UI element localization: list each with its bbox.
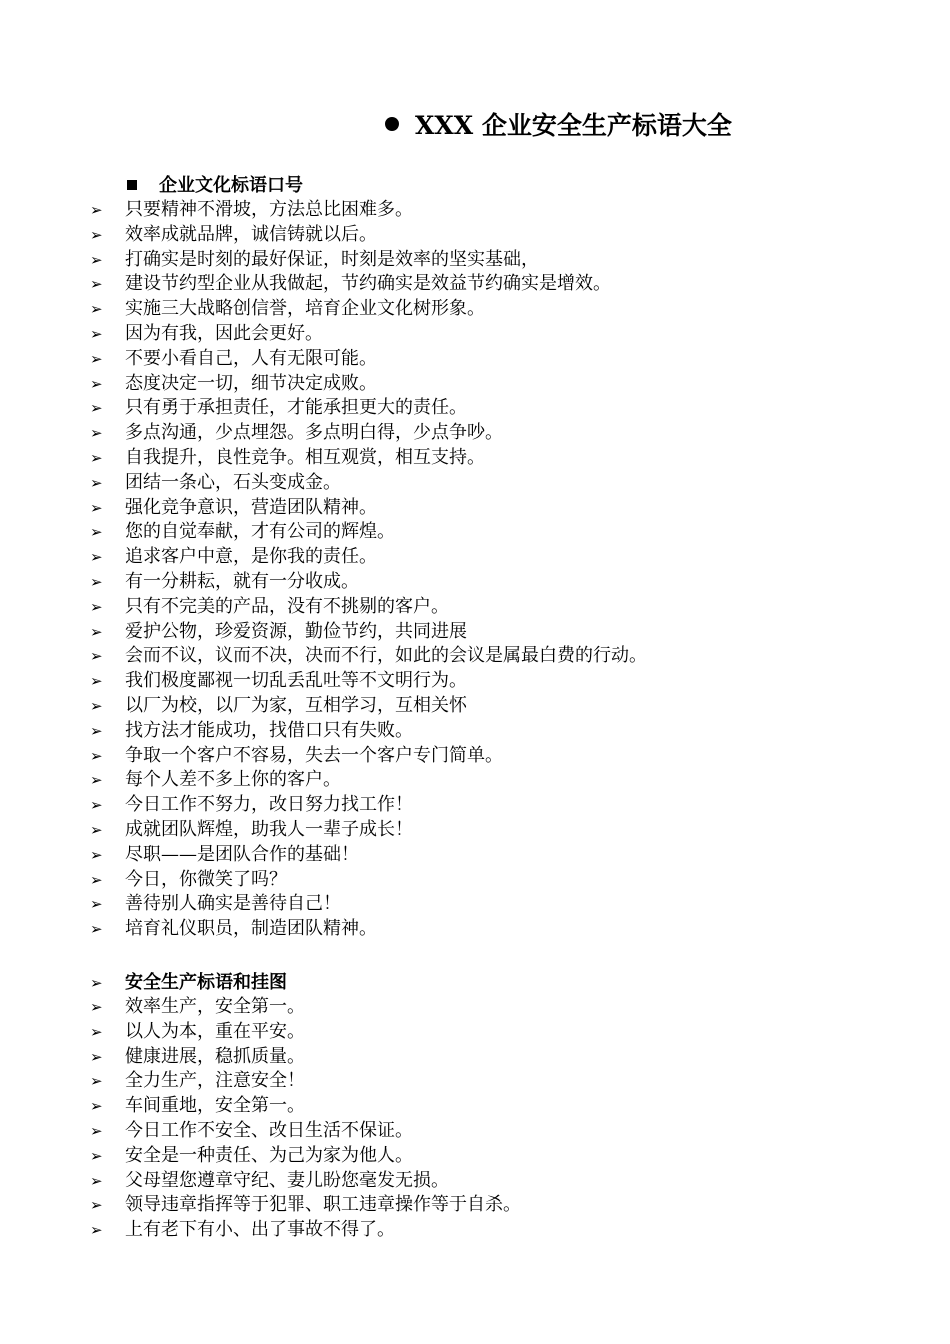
list-item [90,1119,890,1144]
slogan-list [90,995,890,1243]
list-item [90,868,890,893]
arrowhead-icon: ➢ [90,1146,103,1165]
list-item [90,1218,890,1243]
list-item-text: 今日，你微笑了吗？ [125,868,287,890]
list-item-text: 车间重地，安全第一。 [125,1095,305,1117]
arrowhead-icon: ➢ [90,1196,103,1215]
list-item-text: 父母望您遵章守纪、妻儿盼您毫发无损。 [125,1169,449,1191]
arrowhead-icon: ➢ [90,647,103,666]
arrowhead-icon: ➢ [90,597,103,616]
list-item-text: 效率成就品牌，诚信铸就以后。 [125,223,377,245]
list-item-text: 打确实是时刻的最好保证，时刻是效率的坚实基础， [125,248,539,270]
list-item [90,644,890,669]
section-heading-text: 企业文化标语口号 [159,175,303,196]
list-item [90,995,890,1020]
arrowhead-icon: ➢ [90,1022,103,1041]
arrowhead-icon: ➢ [90,523,103,542]
list-item [90,570,890,595]
arrowhead-icon: ➢ [90,1221,103,1240]
list-item-text: 领导违章指挥等于犯罪、职工违章操作等于自杀。 [125,1194,521,1216]
arrowhead-icon: ➢ [90,820,103,839]
list-item [90,1094,890,1119]
list-item [90,917,890,942]
list-item-text: 我们极度鄙视一切乱丢乱吐等不文明行为。 [125,670,467,692]
arrowhead-icon: ➢ [90,1171,103,1190]
arrowhead-icon: ➢ [90,498,103,517]
list-item [90,768,890,793]
list-item-text: 成就团队辉煌，助我人一辈子成长！ [125,818,413,840]
arrowhead-icon: ➢ [90,1097,103,1116]
list-item [90,694,890,719]
arrowhead-icon: ➢ [90,448,103,467]
section-heading [90,970,890,995]
arrowhead-icon: ➢ [90,225,103,244]
list-item [90,843,890,868]
list-item-text: 您的自觉奉献，才有公司的辉煌。 [125,521,395,543]
list-item-text: 会而不议，议而不决，决而不行，如此的会议是属最白费的行动。 [125,645,647,667]
list-item [90,595,890,620]
list-item-text: 有一分耕耘，就有一分收成。 [125,570,359,592]
arrowhead-icon: ➢ [90,275,103,294]
list-item [90,347,890,372]
document-title [385,106,732,142]
list-item-text: 实施三大战略创信誉，培育企业文化树形象。 [125,298,485,320]
arrowhead-icon: ➢ [90,250,103,269]
arrowhead-icon: ➢ [90,845,103,864]
list-item-text: 态度决定一切，细节决定成败。 [125,372,377,394]
arrowhead-icon: ➢ [90,1047,103,1066]
list-item-text: 以厂为校，以厂为家，互相学习，互相关怀 [125,694,467,716]
list-item [90,1020,890,1045]
list-item-text: 追求客户中意，是你我的责任。 [125,546,377,568]
arrowhead-icon: ➢ [90,796,103,815]
list-item [90,496,890,521]
list-item-text: 只有勇于承担责任，才能承担更大的责任。 [125,397,467,419]
arrowhead-icon: ➢ [90,399,103,418]
arrowhead-icon: ➢ [90,974,103,992]
list-item-text: 因为有我，因此会更好。 [125,322,323,344]
list-item [90,818,890,843]
section-culture-slogans [90,173,890,942]
arrowhead-icon: ➢ [90,349,103,368]
list-item [90,620,890,645]
arrowhead-icon: ➢ [90,300,103,319]
list-item-text: 健康进展，稳抓质量。 [125,1045,305,1067]
arrowhead-icon: ➢ [90,998,103,1016]
arrowhead-icon: ➢ [90,324,103,343]
arrowhead-icon: ➢ [90,374,103,393]
document-title-text: XXX 企业安全生产标语大全 [415,111,732,140]
list-item [90,1069,890,1094]
list-item-text: 自我提升，良性竞争。相互观赏，相互支持。 [125,446,485,468]
section-heading-text: 安全生产标语和挂图 [125,972,287,993]
list-item-text: 培育礼仪职员，制造团队精神。 [125,918,377,940]
list-item-text: 每个人差不多上你的客户。 [125,769,341,791]
list-item-text: 团结一条心，石头变成金。 [125,471,341,493]
section-heading [90,173,890,198]
list-item-text: 效率生产，安全第一。 [125,996,305,1017]
list-item-text: 建设节约型企业从我做起，节约确实是效益节约确实是增效。 [125,273,611,295]
list-item [90,396,890,421]
list-item [90,1144,890,1169]
arrowhead-icon: ➢ [90,771,103,790]
arrowhead-icon: ➢ [90,696,103,715]
list-item-text: 尽职——是团队合作的基础！ [125,843,359,865]
list-item-text: 今日工作不安全、改日生活不保证。 [125,1119,413,1141]
list-item [90,272,890,297]
list-item-text: 今日工作不努力，改日努力找工作！ [125,794,413,816]
arrowhead-icon: ➢ [90,572,103,591]
list-item [90,471,890,496]
list-item [90,297,890,322]
arrowhead-icon: ➢ [90,201,103,219]
list-item-text: 全力生产，注意安全！ [125,1070,305,1092]
arrowhead-icon: ➢ [90,672,103,691]
arrowhead-icon: ➢ [90,920,103,939]
list-item-text: 只有不完美的产品，没有不挑剔的客户。 [125,595,449,617]
list-item-text: 上有老下有小、出了事故不得了。 [125,1219,395,1241]
list-item [90,669,890,694]
list-item-text: 不要小看自己，人有无限可能。 [125,347,377,369]
list-item [90,372,890,397]
list-item [90,1193,890,1218]
arrowhead-icon: ➢ [90,622,103,641]
arrowhead-icon: ➢ [90,424,103,443]
list-item [90,421,890,446]
bullet-square-icon [127,180,137,190]
list-item [90,223,890,248]
list-item [90,520,890,545]
list-item-text: 爱护公物，珍爱资源，勤俭节约，共同进展 [125,620,467,642]
list-item [90,322,890,347]
list-item-text: 强化竞争意识，营造团队精神。 [125,496,377,518]
list-item-text: 争取一个客户不容易，失去一个客户专门简单。 [125,744,503,766]
list-item-text: 以人为本，重在平安。 [125,1020,305,1042]
slogan-list [90,198,890,942]
list-item [90,198,890,223]
list-item [90,744,890,769]
arrowhead-icon: ➢ [90,1072,103,1091]
list-item-text: 多点沟通，少点埋怨。多点明白得，少点争吵。 [125,422,503,444]
list-item-text: 善待别人确实是善待自己！ [125,893,341,915]
list-item [90,1169,890,1194]
list-item [90,446,890,471]
list-item [90,892,890,917]
list-item [90,719,890,744]
list-item [90,545,890,570]
arrowhead-icon: ➢ [90,1121,103,1140]
list-item-text: 安全是一种责任、为己为家为他人。 [125,1144,413,1166]
arrowhead-icon: ➢ [90,895,103,914]
arrowhead-icon: ➢ [90,721,103,740]
section-safety-slogans [90,970,890,1243]
bullet-circle-icon [385,117,399,131]
list-item-text: 只要精神不滑坡，方法总比困难多。 [125,199,413,220]
arrowhead-icon: ➢ [90,746,103,765]
arrowhead-icon: ➢ [90,473,103,492]
list-item [90,1045,890,1070]
list-item [90,248,890,273]
arrowhead-icon: ➢ [90,548,103,567]
list-item-text: 找方法才能成功，找借口只有失败。 [125,719,413,741]
arrowhead-icon: ➢ [90,870,103,889]
list-item [90,793,890,818]
